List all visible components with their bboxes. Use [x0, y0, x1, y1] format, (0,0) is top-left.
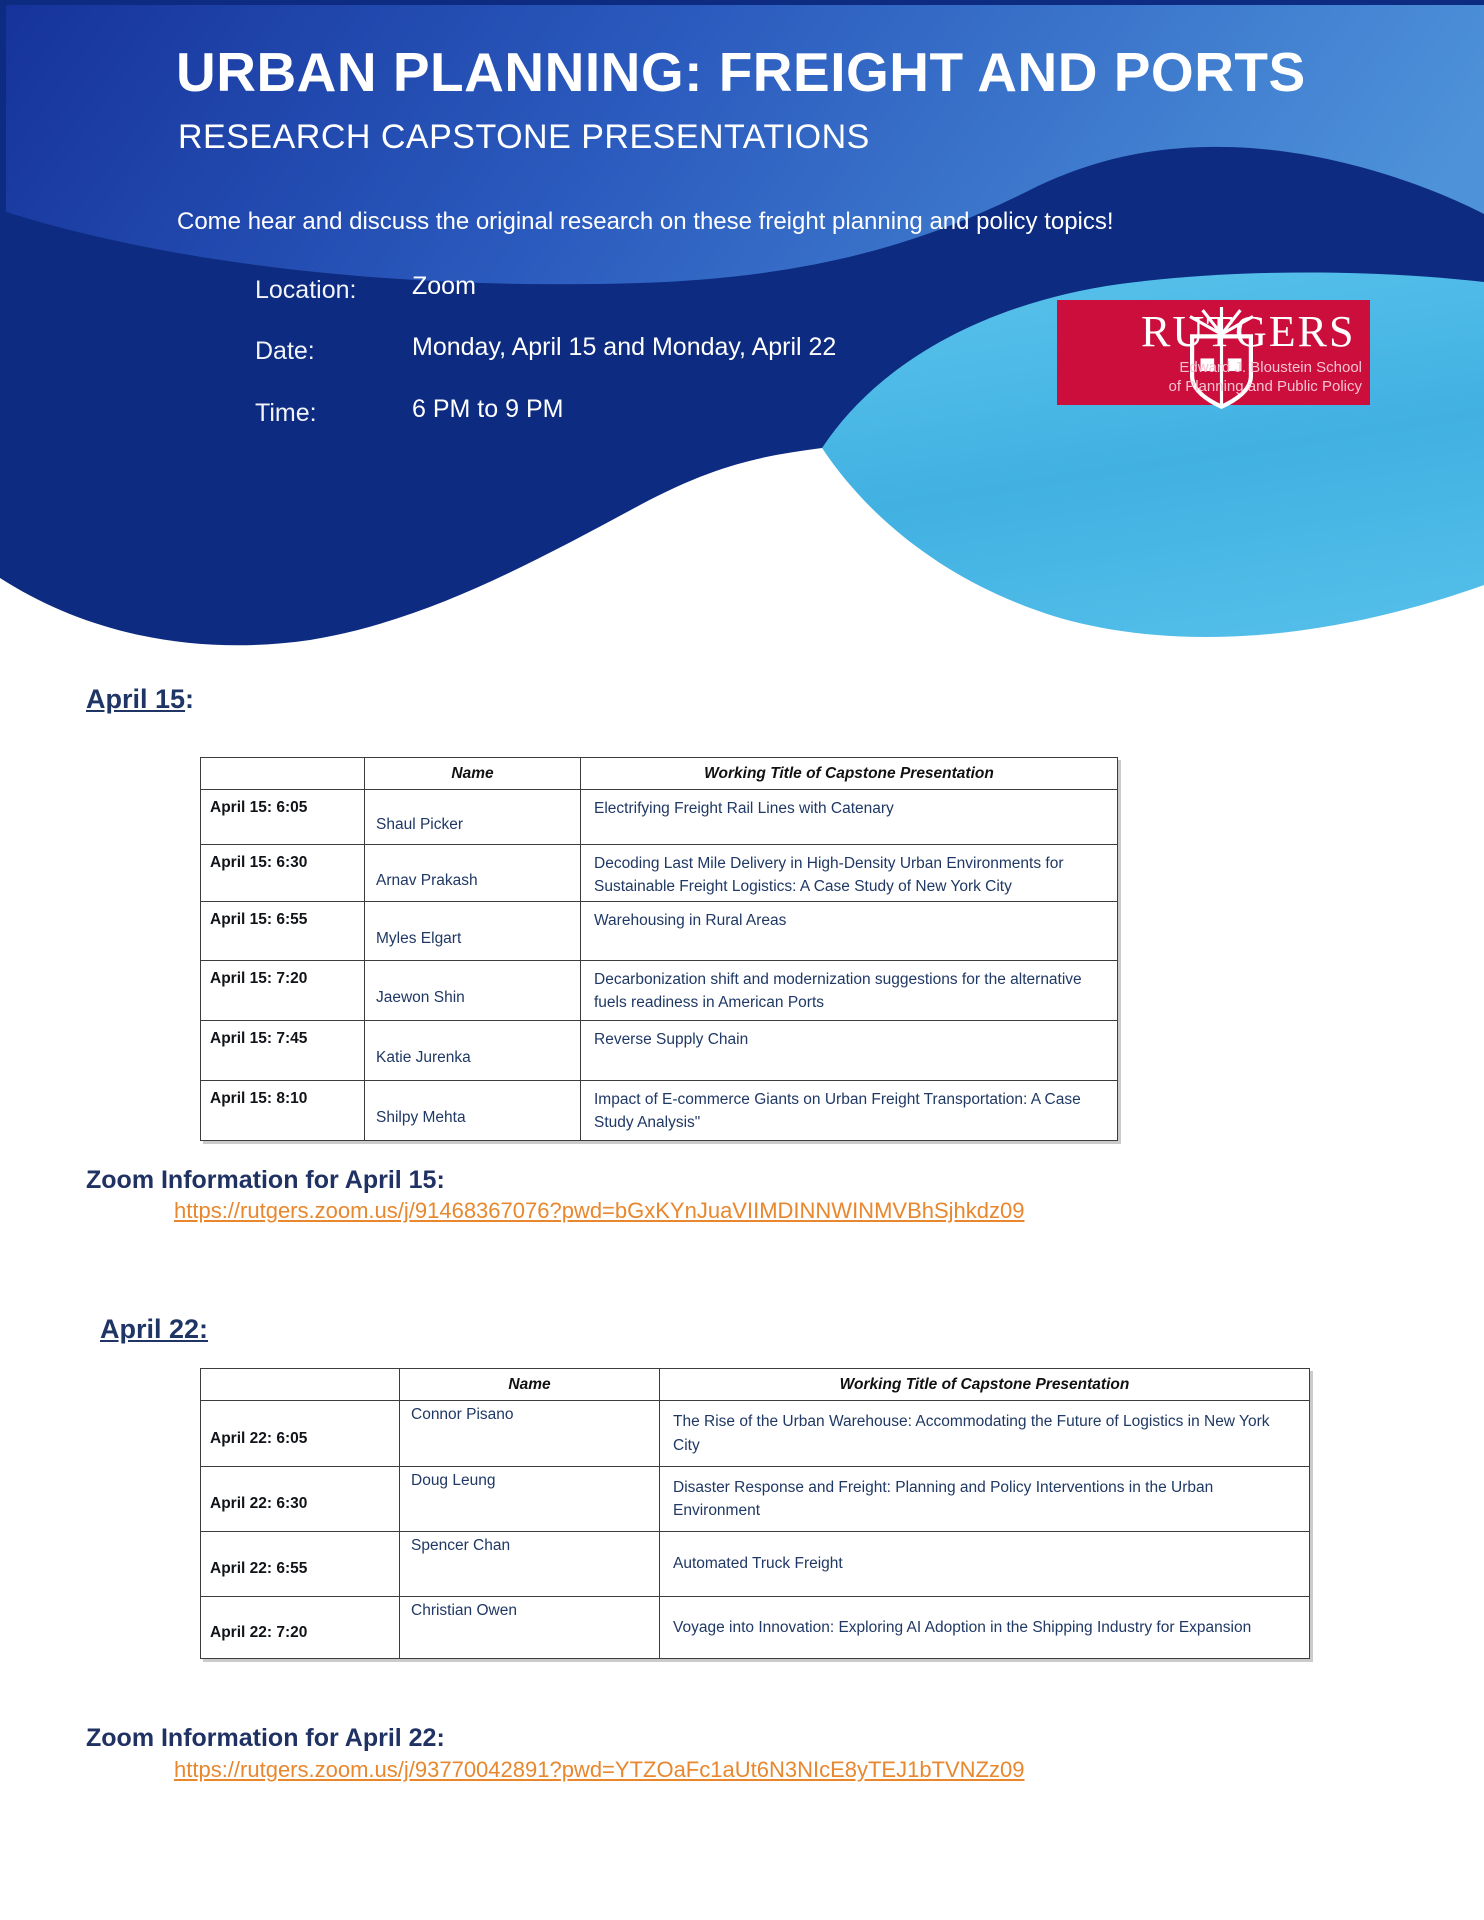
title-cell: Disaster Response and Freight: Planning and Policy Interventions in the Urban Environment	[660, 1467, 1310, 1532]
title-cell: Decarbonization shift and modernization suggestions for the alternative fuels readiness in American Ports	[581, 960, 1118, 1020]
title-cell: Warehousing in Rural Areas	[581, 901, 1118, 960]
header-cell-time	[201, 758, 365, 790]
time-value: 6 PM to 9 PM	[412, 395, 564, 423]
header-cell-time	[201, 1369, 400, 1401]
table-row	[201, 1401, 1310, 1467]
page-title: URBAN PLANNING: FREIGHT AND PORTS	[176, 41, 1306, 103]
time-cell: April 15: 6:05	[201, 790, 365, 845]
table-row	[201, 960, 1118, 1020]
april-15-schedule-table	[200, 757, 1118, 1141]
time-label: Time:	[255, 399, 317, 427]
table-header-row	[201, 758, 1118, 790]
school-line-2: of Planning and Public Policy	[1168, 378, 1362, 395]
time-cell: April 15: 7:20	[201, 960, 365, 1020]
title-cell: Reverse Supply Chain	[581, 1020, 1118, 1080]
zoom-info-heading-april-15: Zoom Information for April 15:	[86, 1166, 445, 1194]
zoom-link-april-15[interactable]: https://rutgers.zoom.us/j/91468367076?pwd=bGxKYnJuaVIIMDINNWINMVBhSjhkdz09	[174, 1198, 1025, 1223]
time-cell: April 15: 6:30	[201, 845, 365, 902]
heading-colon: :	[185, 684, 195, 714]
table-row	[201, 1467, 1310, 1532]
time-cell: April 22: 6:55	[201, 1532, 400, 1597]
name-cell: Connor Pisano	[400, 1401, 660, 1467]
time-cell: April 22: 6:05	[201, 1401, 400, 1467]
rutgers-school-name	[1169, 358, 1362, 396]
time-cell: April 15: 6:55	[201, 901, 365, 960]
title-cell: Electrifying Freight Rail Lines with Catenary	[581, 790, 1118, 845]
table-row	[201, 1020, 1118, 1080]
section-heading-april-22	[100, 1314, 208, 1345]
rutgers-logo	[1057, 300, 1370, 405]
name-cell: Shaul Picker	[365, 790, 581, 845]
time-cell: April 22: 6:30	[201, 1467, 400, 1532]
page-subtitle: RESEARCH CAPSTONE PRESENTATIONS	[178, 118, 870, 156]
title-cell: The Rise of the Urban Warehouse: Accommodating the Future of Logistics in New York City	[660, 1401, 1310, 1467]
time-cell: April 15: 8:10	[201, 1080, 365, 1140]
name-cell: Christian Owen	[400, 1597, 660, 1659]
table-row	[201, 1597, 1310, 1659]
title-cell: Voyage into Innovation: Exploring AI Adoption in the Shipping Industry for Expansion	[660, 1597, 1310, 1659]
name-cell: Katie Jurenka	[365, 1020, 581, 1080]
event-description: Come hear and discuss the original research on these freight planning and policy topics!	[177, 208, 1114, 235]
school-line-1: Edward J. Bloustein School	[1179, 359, 1362, 376]
rutgers-wordmark: RUTGERS	[1141, 307, 1356, 356]
table-row	[201, 1532, 1310, 1597]
zoom-link-april-22[interactable]: https://rutgers.zoom.us/j/93770042891?pwd=YTZOaFc1aUt6N3NIcE8yTEJ1bTVNZz09	[174, 1757, 1025, 1782]
table-row	[201, 1080, 1118, 1140]
title-cell: Impact of E-commerce Giants on Urban Freight Transportation: A Case Study Analysis"	[581, 1080, 1118, 1140]
table-row	[201, 845, 1118, 902]
heading-underlined-text: April 15	[86, 684, 186, 714]
name-cell: Doug Leung	[400, 1467, 660, 1532]
heading-underlined-text: April 22:	[100, 1314, 209, 1344]
location-label: Location:	[255, 276, 357, 304]
location-value: Zoom	[412, 272, 476, 300]
date-label: Date:	[255, 337, 315, 365]
name-cell: Shilpy Mehta	[365, 1080, 581, 1140]
title-cell: Decoding Last Mile Delivery in High-Density Urban Environments for Sustainable Freight Logistics: A Case Study of New York City	[581, 845, 1118, 902]
april-22-schedule-table	[200, 1368, 1310, 1659]
time-cell: April 15: 7:45	[201, 1020, 365, 1080]
header-banner	[0, 0, 1484, 690]
table-header-row	[201, 1369, 1310, 1401]
name-cell: Jaewon Shin	[365, 960, 581, 1020]
table-row	[201, 901, 1118, 960]
section-heading-april-15	[86, 684, 194, 715]
name-cell: Arnav Prakash	[365, 845, 581, 902]
name-cell: Myles Elgart	[365, 901, 581, 960]
title-cell: Automated Truck Freight	[660, 1532, 1310, 1597]
table-row	[201, 790, 1118, 845]
zoom-info-heading-april-22: Zoom Information for April 22:	[86, 1724, 445, 1752]
name-cell: Spencer Chan	[400, 1532, 660, 1597]
date-value: Monday, April 15 and Monday, April 22	[412, 333, 837, 361]
header-cell-title: Working Title of Capstone Presentation	[660, 1369, 1310, 1401]
header-cell-title: Working Title of Capstone Presentation	[581, 758, 1118, 790]
time-cell: April 22: 7:20	[201, 1597, 400, 1659]
header-cell-name: Name	[365, 758, 581, 790]
header-cell-name: Name	[400, 1369, 660, 1401]
